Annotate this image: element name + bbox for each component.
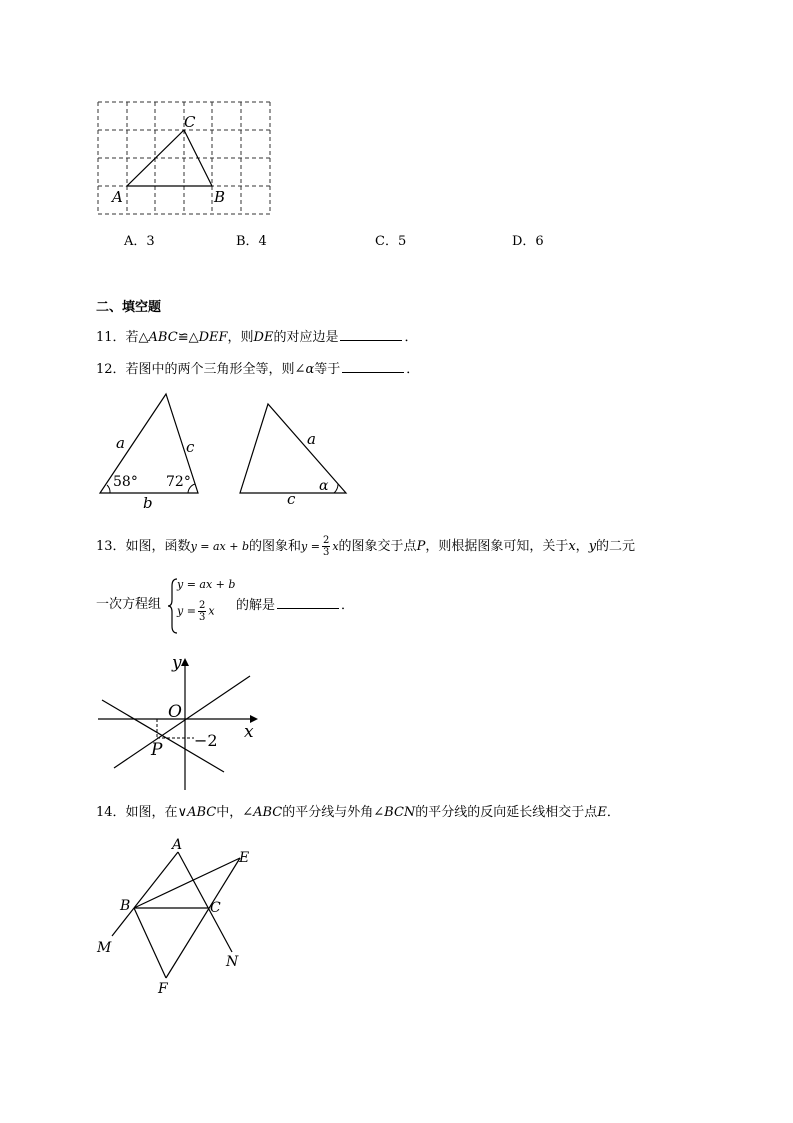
question-13-line-1 — [96, 530, 635, 564]
question-11 — [96, 328, 417, 347]
label-a: A — [172, 837, 183, 853]
question-12 — [96, 360, 419, 379]
segment-ac-n — [178, 852, 232, 952]
q11-def: DEF — [198, 330, 228, 345]
right-angle-arc-alpha — [334, 484, 338, 493]
q14-abc: ABC — [187, 805, 217, 820]
q13-eq1: y = ax + b — [190, 540, 249, 553]
q14-tri: ∨ — [177, 805, 188, 820]
q14-bcn: BCN — [384, 805, 416, 820]
question-13-line-2 — [96, 596, 161, 614]
q14-abc-2: ABC — [253, 805, 283, 820]
label-c: C — [184, 113, 196, 131]
q13-p: P — [416, 539, 426, 554]
q14-text-3: 的平分线与外角∠ — [282, 805, 385, 820]
q14-text-2: 中，∠ — [216, 805, 254, 820]
q13-text-3: 的图象交于点 — [338, 539, 417, 554]
q12-number: 12． — [96, 362, 126, 377]
q11-end: ． — [404, 330, 418, 345]
q13-number: 13． — [96, 539, 126, 554]
q13-text-2: 的图象和 — [249, 539, 302, 554]
q11-answer-blank[interactable] — [340, 328, 402, 341]
label-f: F — [158, 981, 168, 997]
q13-text-4: ，则根据图象可知，关于 — [425, 539, 569, 554]
sys2-pre: y = — [177, 604, 196, 618]
q13-text-1: 如图，函数 — [125, 539, 191, 554]
sys2-fraction — [198, 600, 206, 623]
left-label-a: a — [116, 434, 125, 452]
q14-text-4: 的平分线的反向延长线相交于点 — [415, 805, 598, 820]
grid-triangle-figure — [96, 100, 276, 220]
q13-line2-pre: 一次方程组 — [96, 597, 162, 612]
right-label-a: a — [307, 430, 316, 448]
option-d[interactable]: D．6 — [512, 234, 544, 249]
sys2-post: x — [208, 604, 215, 618]
line-y-2-3x — [114, 676, 250, 768]
angle-bisector-figure — [92, 832, 272, 1002]
q12-text: 若图中的两个三角形全等，则∠ — [125, 362, 306, 377]
label-a: A — [112, 188, 123, 206]
q13-eq2-pre: y = — [301, 540, 320, 553]
q11-mid: ，则 — [227, 330, 254, 345]
q11-post: 的对应边是 — [273, 330, 339, 345]
option-c[interactable]: C．5 — [375, 234, 407, 249]
q13-text-5: 的二元 — [596, 539, 636, 554]
q11-number: 11． — [96, 330, 126, 345]
section-title: 二、填空题 — [96, 300, 162, 315]
q13-end: ． — [341, 598, 355, 613]
right-label-alpha: α — [319, 478, 329, 494]
q13-eq2-post: x — [332, 540, 339, 553]
left-label-c: c — [186, 438, 195, 456]
q13-y: y — [588, 539, 597, 554]
label-e: E — [239, 850, 250, 866]
label-b: B — [214, 188, 226, 206]
question-13-line-2-end — [236, 596, 354, 615]
sys2-frac-num: 2 — [198, 600, 206, 611]
segment-bf — [134, 908, 166, 978]
q14-end: ． — [606, 805, 620, 820]
left-angle-arc-58 — [107, 485, 110, 493]
q12-alpha: α — [305, 362, 315, 377]
option-a[interactable]: A．3 — [124, 234, 155, 249]
q14-number: 14． — [96, 805, 126, 820]
two-triangles-figure — [94, 388, 354, 512]
point-p-label: P — [151, 740, 163, 760]
right-label-c: c — [287, 490, 296, 508]
q13-x: x — [568, 539, 576, 554]
q14-text-1: 如图，在 — [125, 805, 178, 820]
angle-72: 72° — [166, 474, 191, 490]
left-label-b: b — [143, 494, 153, 512]
q13-line2-post: 的解是 — [236, 598, 276, 613]
q11-cong: ≌△ — [177, 330, 199, 345]
neg-2-label: −2 — [194, 731, 218, 750]
q13-frac-den: 3 — [322, 547, 330, 558]
q13-answer-blank[interactable] — [277, 596, 339, 609]
system-eq-1: y = ax + b — [177, 578, 236, 591]
label-n: N — [226, 954, 239, 970]
angle-58: 58° — [113, 474, 138, 490]
function-graph-figure — [94, 652, 274, 794]
q11-abc: ABC — [148, 330, 178, 345]
q14-e: E — [597, 805, 607, 820]
label-m: M — [97, 940, 112, 956]
label-b: B — [120, 898, 131, 914]
system-eq-2 — [177, 600, 215, 623]
q13-fraction — [322, 535, 330, 558]
q13-comma: ， — [575, 539, 589, 554]
q13-frac-num: 2 — [322, 535, 330, 546]
q11-text: 若△ — [125, 330, 149, 345]
q11-de: DE — [253, 330, 274, 345]
q12-answer-blank[interactable] — [342, 360, 404, 373]
q12-end: ． — [406, 362, 420, 377]
right-triangle — [240, 404, 346, 493]
sys2-frac-den: 3 — [198, 612, 206, 623]
axis-label-x: x — [244, 722, 254, 742]
q12-post: 等于 — [314, 362, 341, 377]
y-axis-arrow — [181, 658, 189, 666]
label-c: C — [210, 900, 221, 916]
origin-label: O — [168, 702, 182, 722]
axis-label-y: y — [172, 653, 182, 673]
question-14 — [96, 804, 620, 822]
segment-ab — [134, 852, 178, 908]
option-b[interactable]: B．4 — [236, 234, 267, 249]
